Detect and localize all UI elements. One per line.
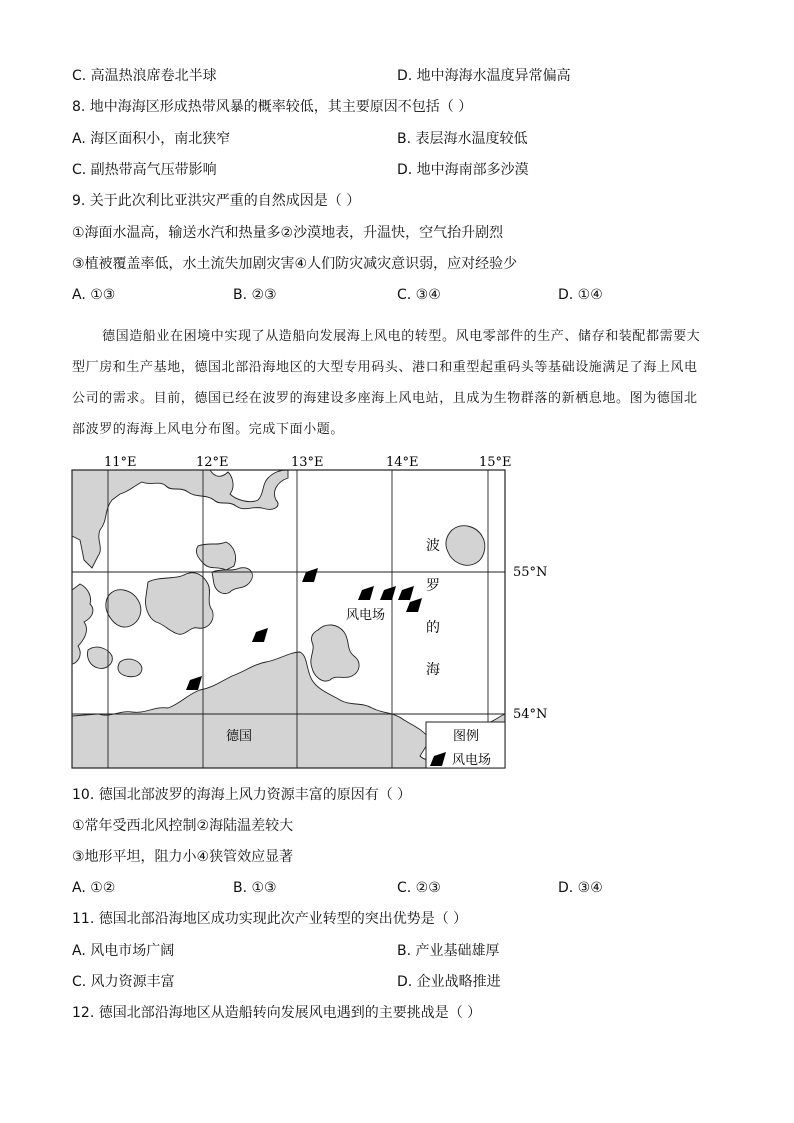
wind-farm-label: 风电场	[346, 608, 386, 623]
q9-option-c: C. ③④	[397, 287, 441, 303]
sea-label-char-2: 罗	[426, 578, 440, 594]
passage-line-1: 德国造船业在困境中实现了从造船向发展海上风电的转型。风电零部件的生产、储存和装配都需要大	[102, 329, 701, 344]
q9-statement-line-2: ③植被覆盖率低，水土流失加剧灾害④人们防灾减灾意识弱，应对经验少	[72, 256, 518, 272]
sea-label-char-4: 海	[426, 662, 440, 678]
q10-statement-line-2: ③地形平坦，阻力小④狭管效应显著	[72, 849, 294, 865]
q11-option-b: B. 产业基础雄厚	[397, 943, 500, 959]
lon-label-13e: 13°E	[291, 455, 324, 470]
q9-option-b: B. ②③	[233, 287, 277, 303]
q8-stem: 8. 地中海海区形成热带风暴的概率较低，其主要原因不包括（ ）	[72, 99, 473, 115]
passage-line-3: 公司的需求。目前，德国已经在波罗的海建设多座海上风电站，且成为生物群落的新栖息地。图为德国北	[72, 391, 698, 406]
wind-farm-marker	[398, 586, 414, 600]
passage-line-2: 型厂房和生产基地，德国北部沿海地区的大型专用码头、港口和重型起重码头等基础设施满足了海上风电	[72, 360, 698, 375]
wind-farm-marker	[186, 676, 202, 690]
wind-farm-marker	[406, 598, 422, 612]
lon-label-14e: 14°E	[386, 455, 419, 470]
q10-option-c: C. ②③	[397, 880, 441, 896]
q8-option-c: C. 副热带高气压带影响	[72, 162, 217, 178]
q11-stem: 11. 德国北部沿海地区成功实现此次产业转型的突出优势是（ ）	[72, 911, 468, 927]
lon-label-12e: 12°E	[196, 455, 229, 470]
legend-title: 图例	[453, 729, 480, 744]
wind-farm-marker	[380, 586, 396, 600]
q7-option-d: D. 地中海海水温度异常偏高	[397, 68, 571, 84]
wind-farm-marker	[302, 568, 318, 582]
q7-option-c: C. 高温热浪席卷北半球	[72, 68, 217, 84]
legend-wind-farm-label: 风电场	[452, 753, 492, 768]
q8-option-d: D. 地中海南部多沙漠	[397, 162, 529, 178]
country-label-germany: 德国	[226, 729, 253, 744]
lat-label-54n: 54°N	[513, 707, 548, 722]
q12-stem: 12. 德国北部沿海地区从造船转向发展风电遇到的主要挑战是（ ）	[72, 1005, 482, 1021]
wind-farm-marker	[358, 586, 374, 600]
q9-option-d: D. ①④	[558, 287, 603, 303]
wind-farm-marker	[252, 628, 268, 642]
q9-stem: 9. 关于此次利比亚洪灾严重的自然成因是（ ）	[72, 193, 361, 209]
q11-option-a: A. 风电市场广阔	[72, 943, 175, 959]
q11-option-d: D. 企业战略推进	[397, 974, 501, 990]
q9-option-a: A. ①③	[72, 287, 116, 303]
q11-option-c: C. 风力资源丰富	[72, 974, 175, 990]
q10-option-b: B. ①③	[233, 880, 277, 896]
lon-label-15e: 15°E	[479, 455, 512, 470]
q10-option-a: A. ①②	[72, 880, 116, 896]
map-legend	[426, 722, 505, 768]
sea-label-char-1: 波	[426, 538, 440, 554]
q10-stem: 10. 德国北部波罗的海海上风力资源丰富的原因有（ ）	[72, 787, 412, 803]
sea-label-char-3: 的	[426, 620, 440, 636]
q10-statement-line-1: ①常年受西北风控制②海陆温差较大	[72, 818, 294, 834]
q8-option-b: B. 表层海水温度较低	[397, 131, 528, 147]
lat-label-55n: 55°N	[513, 565, 548, 580]
q10-option-d: D. ③④	[558, 880, 603, 896]
q8-option-a: A. 海区面积小，南北狭窄	[72, 131, 231, 147]
q9-statement-line-1: ①海面水温高，输送水汽和热量多②沙漠地表，升温快，空气抬升剧烈	[72, 225, 504, 241]
passage-line-4: 部波罗的海海上风电分布图。完成下面小题。	[72, 422, 345, 437]
lon-label-11e: 11°E	[104, 455, 137, 470]
